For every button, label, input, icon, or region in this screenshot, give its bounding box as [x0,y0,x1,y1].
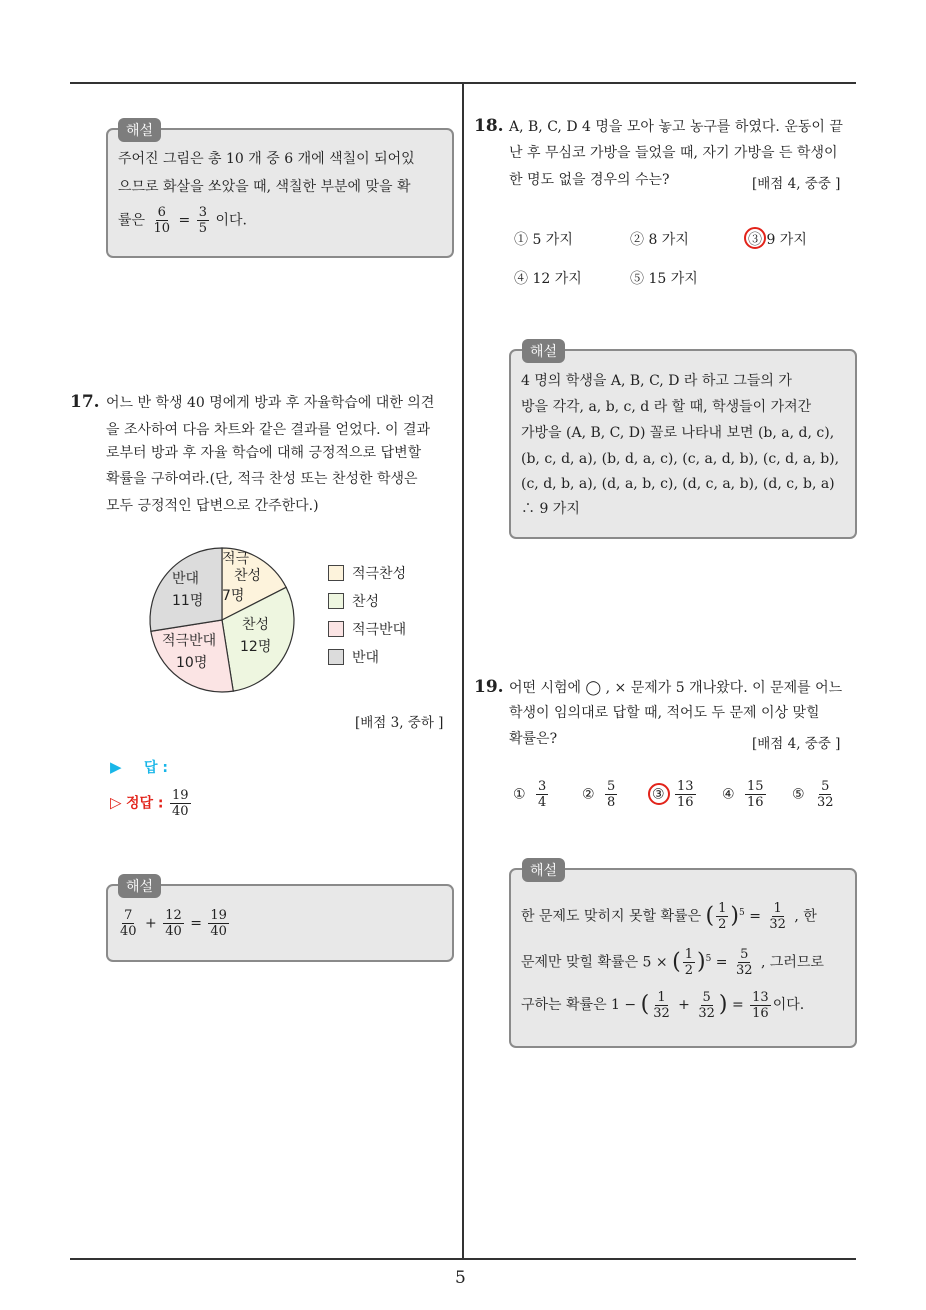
q19-answer-circle [648,783,670,805]
q18-solution-line4: (b, c, d, a), (b, d, a, c), (c, a, d, b), (c, d, a, b), [521,451,840,467]
answer-row [110,757,168,777]
q18-solution-line6: ∴ 9 가지 [521,501,580,517]
legend-swatch-strong-agree [328,565,344,581]
q18-score: [배점 4, 중중 ] [752,176,841,192]
q17-number: 17. [70,392,100,412]
fraction: $\frac{6}{10}$ [153,205,171,236]
top-solution-line3: 률은 $\frac{6}{10}$ = $\frac{3}{5}$ 이다. [118,205,247,236]
solution-tag: 해설 [118,118,161,142]
legend-swatch-strong-disagree [328,621,344,637]
pie-labels [142,540,302,700]
slice-label-strong-agree-2: 찬성 [234,568,262,584]
q19-choice-5[interactable]: ⑤ $\frac{5}{32}$ [792,779,834,810]
q19-number: 19. [474,677,504,697]
q18-solution-line2: 방을 각각, a, b, c, d 라 할 때, 학생들이 가져간 [521,399,812,415]
slice-label-strong-agree-3: 7명 [222,588,245,604]
q18-line1: A, B, C, D 4 명을 모아 놓고 농구를 하였다. 운동이 끝 [509,119,843,135]
page-number: 5 [455,1268,466,1288]
q18-choice-3[interactable]: ③ 9 가지 [748,232,807,248]
legend-swatch-disagree [328,649,344,665]
q18-answer-circle [744,227,766,249]
bottom-rule [70,1258,856,1260]
slice-label-strong-disagree-1: 적극반대 [162,633,217,649]
fraction: $\frac{3}{5}$ [198,205,207,236]
q18-choice-1[interactable]: ① 5 가지 [514,232,573,248]
slice-label-disagree-1: 반대 [172,571,200,587]
q18-choice-4[interactable]: ④ 12 가지 [514,271,582,287]
q17-line5: 모두 긍정적인 답변으로 간주한다.) [106,498,319,514]
answer-label[interactable]: 답 : [144,760,168,776]
solution-tag: 해설 [118,874,161,898]
q18-number: 18. [474,116,504,136]
correct-label: 정답 : [126,795,164,812]
slice-label-strong-agree-1: 적극 [222,551,250,567]
center-divider [462,84,464,1260]
q19-line3: 확률은? [509,731,558,747]
q19-choice-3[interactable]: ③ $\frac{13}{16}$ [652,779,694,810]
solution-tag: 해설 [522,858,565,882]
q18-choice-2[interactable]: ② 8 가지 [630,232,689,248]
slice-label-agree-1: 찬성 [242,617,270,633]
slice-label-strong-disagree-2: 10명 [176,655,208,671]
q19-solution-line1: 한 문제도 맞히지 못할 확률은 ( $\frac{1}{2}$ )$^5$ = $\frac{1}{32}$ , 한 [521,901,817,933]
q17-line3: 로부터 방과 후 자율 학습에 대해 긍정적으로 답변할 [106,445,422,461]
legend-swatch-agree [328,593,344,609]
q19-choice-2[interactable]: ② $\frac{5}{8}$ [582,779,616,810]
q18-solution-line1: 4 명의 학생을 A, B, C, D 라 하고 그들의 가 [521,373,792,389]
q19-score: [배점 4, 중중 ] [752,736,841,752]
top-solution-line2: 으므로 화살을 쏘았을 때, 색칠한 부분에 맞을 확 [118,179,411,195]
correct-arrow-icon: ▷ [110,793,122,812]
legend-label-strong-agree: 적극찬성 [352,566,407,582]
q19-line1: 어떤 시험에 ◯ , × 문제가 5 개나왔다. 이 문제를 어느 [509,680,843,696]
q19-choice-1[interactable]: ① $\frac{3}{4}$ [513,779,547,810]
q17-score: [배점 3, 중하 ] [355,715,444,731]
solution-tag: 해설 [522,339,565,363]
q19-choice-4[interactable]: ④ $\frac{15}{16}$ [722,779,764,810]
q19-solution-line2: 문제만 맞힐 확률은 5 × ( $\frac{1}{2}$ )$^5$ = $\frac{5}{32}$ , 그러므로 [521,947,824,979]
q18-choice-5[interactable]: ⑤ 15 가지 [630,271,698,287]
top-solution-line1: 주어진 그림은 총 10 개 중 6 개에 색칠이 되어있 [118,151,415,167]
legend-label-disagree: 반대 [352,650,380,666]
q18-solution-line3: 가방을 (A, B, C, D) 꼴로 나타내 보면 (b, a, d, c), [521,425,835,441]
correct-fraction: $\frac{19}{40}$ [171,788,189,819]
q19-line2: 학생이 임의대로 답할 때, 적어도 두 문제 이상 맞힐 [509,705,820,721]
q17-line2: 을 조사하여 다음 차트와 같은 결과를 얻었다. 이 결과 [106,422,431,438]
q17-solution-math: $\frac{7}{40}$ + $\frac{12}{40}$ = $\frac{19}{40}$ [120,908,227,939]
slice-label-agree-2: 12명 [240,639,272,655]
q17-line1: 어느 반 학생 40 명에게 방과 후 자율학습에 대한 의견 [106,395,435,411]
answer-arrow-icon: ▶ [110,758,122,776]
q18-solution-line5: (c, d, b, a), (d, a, b, c), (d, c, a, b), (d, c, b, a) [521,476,835,492]
legend-label-agree: 찬성 [352,594,380,610]
q18-line2: 난 후 무심코 가방을 들었을 때, 자기 가방을 든 학생이 [509,145,838,161]
legend-label-strong-disagree: 적극반대 [352,622,407,638]
q17-line4: 확률을 구하여라.(단, 적극 찬성 또는 찬성한 학생은 [106,471,418,487]
q19-solution-line3: 구하는 확률은 1 − ( $\frac{1}{32}$ + $\frac{5}{32}$ ) = $\frac{13}{16}$ 이다. [521,989,805,1021]
correct-answer-row [110,788,193,819]
slice-label-disagree-2: 11명 [172,593,204,609]
q18-line3: 한 명도 없을 경우의 수는? [509,172,670,188]
